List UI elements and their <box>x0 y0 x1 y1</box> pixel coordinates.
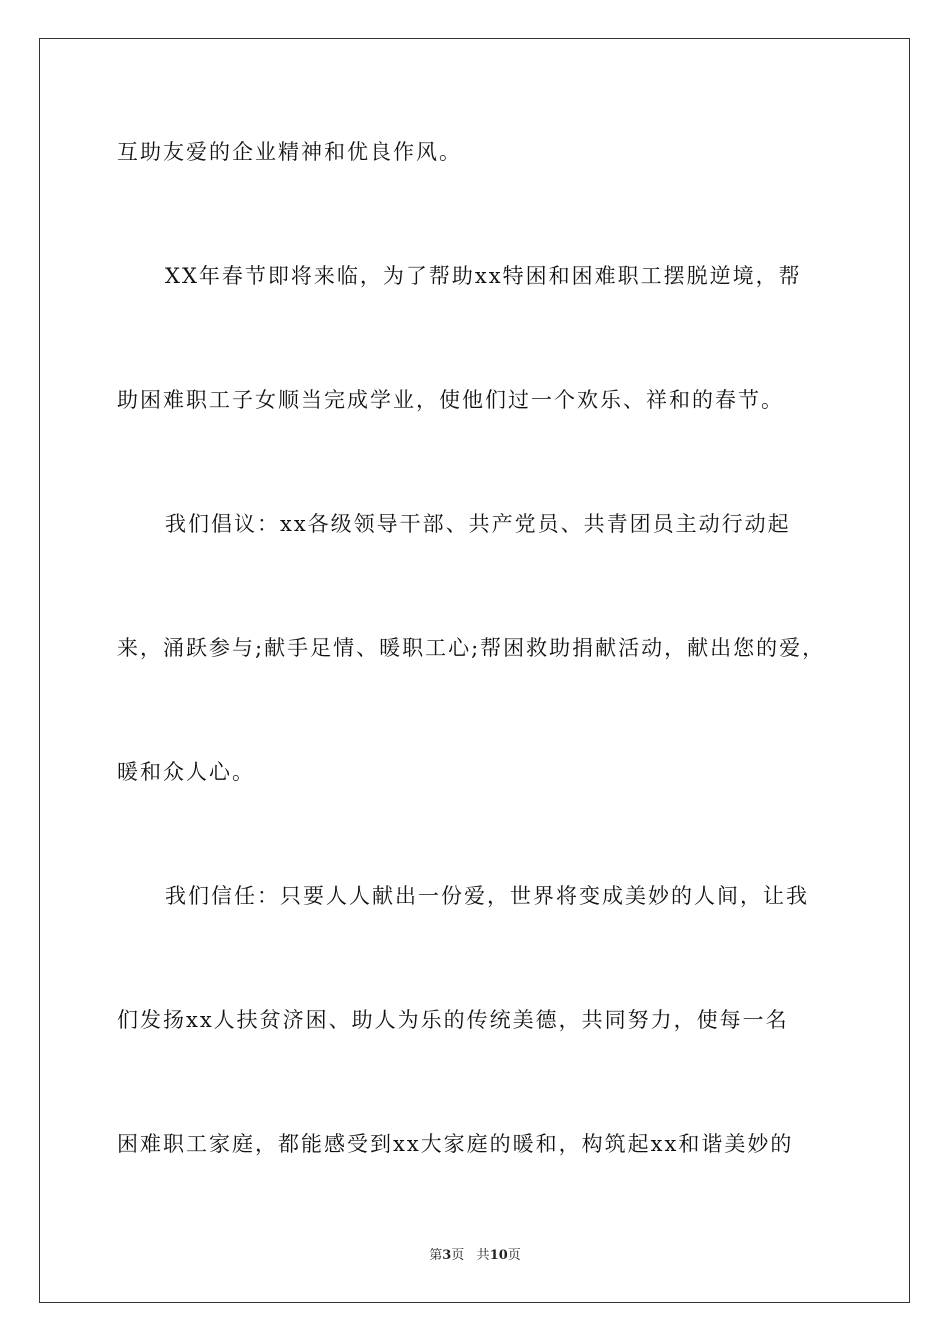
text-line-5: 来，涌跃参与;献手足情、暖职工心;帮困救助捐献活动，献出您的爱， <box>117 636 826 660</box>
page-prefix: 第 <box>429 1248 443 1263</box>
text-line-8: 们发扬xx人扶贫济困、助人为乐的传统美德，共同努力，使每一名 <box>117 1008 789 1032</box>
page-footer <box>0 1247 950 1265</box>
page-border <box>39 38 910 1303</box>
text-line-7: 我们信任：只要人人献出一份爱，世界将变成美妙的人间，让我 <box>165 884 809 908</box>
text-line-3: 助困难职工子女顺当完成学业，使他们过一个欢乐、祥和的春节。 <box>117 388 784 412</box>
page-current: 3 <box>442 1248 452 1263</box>
page-suffix: 页 <box>451 1248 465 1263</box>
text-line-1: 互助友爱的企业精神和优良作风。 <box>117 140 462 164</box>
text-line-9: 困难职工家庭，都能感受到xx大家庭的暖和，构筑起xx和谐美妙的 <box>117 1132 794 1156</box>
total-suffix: 页 <box>507 1248 521 1263</box>
text-line-4: 我们倡议：xx各级领导干部、共产党员、共青团员主动行动起 <box>165 512 791 536</box>
total-prefix: 共 <box>476 1248 490 1263</box>
text-line-2: XX年春节即将来临，为了帮助xx特困和困难职工摆脱逆境，帮 <box>165 264 802 288</box>
text-line-6: 暖和众人心。 <box>117 760 255 784</box>
page-total: 10 <box>489 1248 508 1263</box>
